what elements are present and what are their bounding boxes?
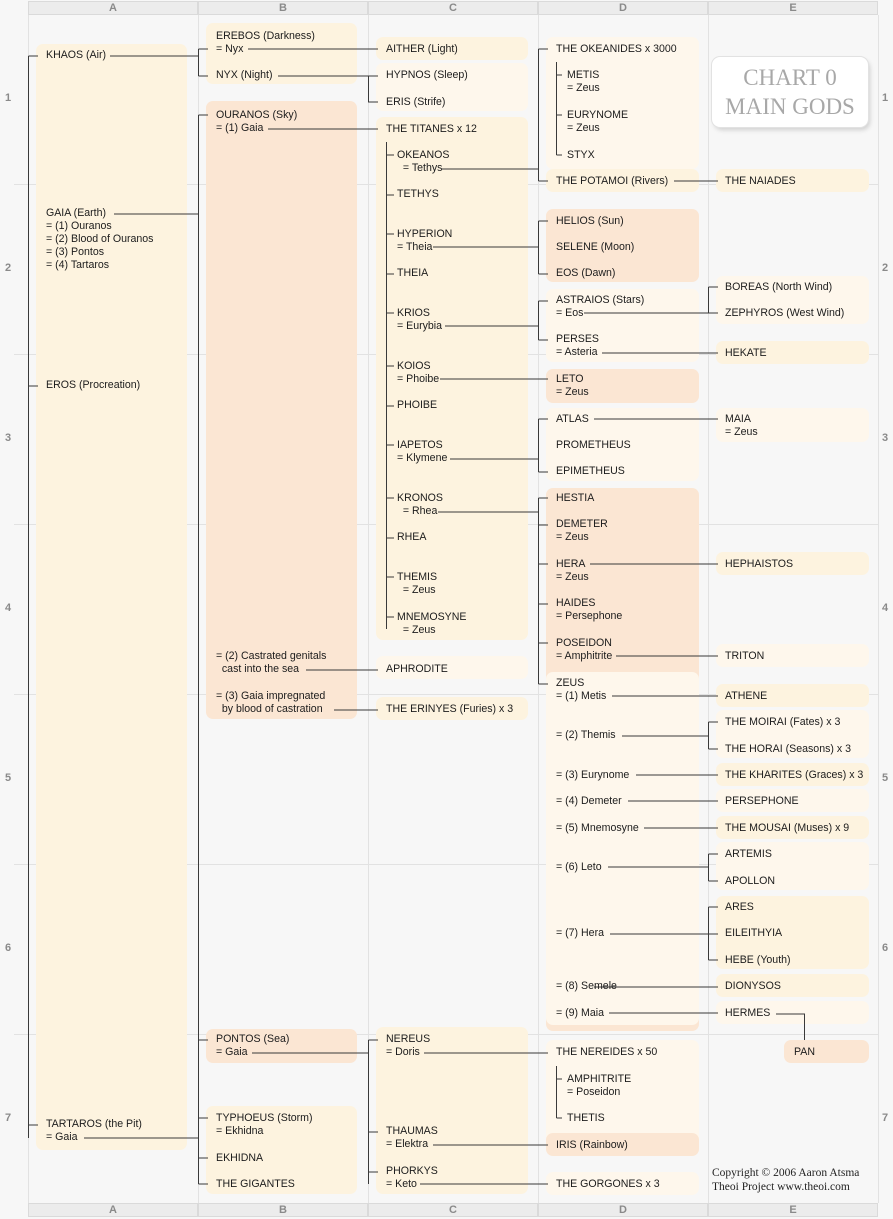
moirai-label: THE MOIRAI (Fates) x 3 xyxy=(725,716,841,728)
row-header-4-right: 4 xyxy=(881,602,889,614)
pan-label: PAN xyxy=(794,1046,815,1058)
metis-label: METIS = Zeus xyxy=(567,69,600,94)
gorgones-label: THE GORGONES x 3 xyxy=(556,1178,660,1190)
hyperion-label: HYPERION = Theia xyxy=(397,228,453,253)
column-header-d: D xyxy=(538,1,708,15)
artemis-label: ARTEMIS xyxy=(725,848,772,860)
zeus-marriage-7: = (7) Hera xyxy=(556,927,604,939)
hekate-label: HEKATE xyxy=(725,347,767,359)
okeanos-label: OKEANOS = Tethys xyxy=(397,149,450,174)
okeanides-label: THE OKEANIDES x 3000 xyxy=(556,43,677,55)
row-header-7-right: 7 xyxy=(881,1112,889,1124)
theia-label: THEIA xyxy=(397,267,429,279)
zeus-marriage-1: = (1) Metis xyxy=(556,690,607,702)
poseidon-label: POSEIDON = Amphitrite xyxy=(556,637,613,662)
maia-label: MAIA = Zeus xyxy=(725,413,758,438)
athene-label: ATHENE xyxy=(725,690,768,702)
zeus-marriage-8: = (8) Semele xyxy=(556,980,617,992)
eos-label: EOS (Dawn) xyxy=(556,267,616,279)
krios-label: KRIOS = Eurybia xyxy=(397,307,443,332)
nyx-label: NYX (Night) xyxy=(216,69,273,81)
khaos-label: KHAOS (Air) xyxy=(46,49,107,61)
chart-title-line1: CHART 0 xyxy=(743,65,837,90)
zephyros-label: ZEPHYROS (West Wind) xyxy=(725,307,845,319)
genitals-label: = (2) Castrated genitals cast into the sea xyxy=(216,650,327,675)
dionysos-label: DIONYSOS xyxy=(725,980,781,992)
column-footer-a: A xyxy=(28,1203,198,1217)
column-header-b: B xyxy=(198,1,368,15)
ouranos-label: OURANOS (Sky) = (1) Gaia xyxy=(216,109,298,134)
ekhidna-label: EKHIDNA xyxy=(216,1152,264,1164)
column-header-c: C xyxy=(368,1,538,15)
phoibe-label: PHOIBE xyxy=(397,399,438,411)
gigantes-label: THE GIGANTES xyxy=(216,1178,295,1190)
selene-label: SELENE (Moon) xyxy=(556,241,635,253)
row-header-3: 3 xyxy=(4,432,12,444)
pontos-label: PONTOS (Sea) = Gaia xyxy=(216,1033,290,1058)
gaia-label: GAIA (Earth) = (1) Ouranos = (2) Blood of Ouranos = (3) Pontos = (4) Tartaros xyxy=(46,207,154,271)
rhea-label: RHEA xyxy=(397,531,427,543)
titanes-label: THE TITANES x 12 xyxy=(386,123,477,135)
copyright-line2: Theoi Project www.theoi.com xyxy=(712,1181,850,1193)
row-header-5-right: 5 xyxy=(881,772,889,784)
row-header-7: 7 xyxy=(4,1112,12,1124)
boreas-label: BOREAS (North Wind) xyxy=(725,281,833,293)
row-header-2-right: 2 xyxy=(881,262,889,274)
eros-label: EROS (Procreation) xyxy=(46,379,141,391)
zeus-marriage-5: = (5) Mnemosyne xyxy=(556,822,639,834)
column-header-e: E xyxy=(708,1,878,15)
epimetheus-label: EPIMETHEUS xyxy=(556,465,625,477)
demeter-label: DEMETER = Zeus xyxy=(556,518,608,543)
row-header-2: 2 xyxy=(4,262,12,274)
column-footer-b: B xyxy=(198,1203,368,1217)
tartaros-label: TARTAROS (the Pit) = Gaia xyxy=(46,1118,142,1143)
row-header-5: 5 xyxy=(4,772,12,784)
apollon-label: APOLLON xyxy=(725,875,776,887)
helios-label: HELIOS (Sun) xyxy=(556,215,624,227)
triton-label: TRITON xyxy=(725,650,765,662)
nereides-label: THE NEREIDES x 50 xyxy=(556,1046,658,1058)
thetis-label: THETIS xyxy=(567,1112,605,1124)
row-header-6-right: 6 xyxy=(881,942,889,954)
leto-label: LETO = Zeus xyxy=(556,373,589,398)
naiades-label: THE NAIADES xyxy=(725,175,796,187)
persephone-label: PERSEPHONE xyxy=(725,795,799,807)
eileithyia-label: EILEITHYIA xyxy=(725,927,783,939)
mousai-label: THE MOUSAI (Muses) x 9 xyxy=(725,822,850,834)
kharites-label: THE KHARITES (Graces) x 3 xyxy=(725,769,864,781)
ares-label: ARES xyxy=(725,901,754,913)
erebos-label: EREBOS (Darkness) = Nyx xyxy=(216,30,315,55)
potamoi-label: THE POTAMOI (Rivers) xyxy=(556,175,669,187)
row-header-1-right: 1 xyxy=(881,92,889,104)
zeus-label: ZEUS xyxy=(556,677,585,689)
thaumas-label: THAUMAS = Elektra xyxy=(386,1125,438,1150)
haides-label: HAIDES = Persephone xyxy=(556,597,623,622)
erinyes-label: THE ERINYES (Furies) x 3 xyxy=(386,703,514,715)
hypnos-label: HYPNOS (Sleep) xyxy=(386,69,468,81)
column-footer-d: D xyxy=(538,1203,708,1217)
themis-label: THEMIS = Zeus xyxy=(397,571,438,596)
blood-label: = (3) Gaia impregnated by blood of castration xyxy=(216,690,326,715)
eurynome-label: EURYNOME = Zeus xyxy=(567,109,629,134)
zeus-marriage-9: = (9) Maia xyxy=(556,1007,604,1019)
column-footer-e: E xyxy=(708,1203,878,1217)
horai-label: THE HORAI (Seasons) x 3 xyxy=(725,743,851,755)
row-header-4: 4 xyxy=(4,602,12,614)
iapetos-label: IAPETOS = Klymene xyxy=(397,439,448,464)
chart-title-line2: MAIN GODS xyxy=(725,94,855,119)
kronos-label: KRONOS = Rhea xyxy=(397,492,443,517)
aither-label: AITHER (Light) xyxy=(386,43,458,55)
iris-label: IRIS (Rainbow) xyxy=(556,1139,628,1151)
column-footer-c: C xyxy=(368,1203,538,1217)
aphrodite-label: APHRODITE xyxy=(386,663,448,675)
copyright-line1: Copyright © 2006 Aaron Atsma xyxy=(712,1167,860,1179)
hebe-label: HEBE (Youth) xyxy=(725,954,791,966)
row-header-1: 1 xyxy=(4,92,12,104)
eris-label: ERIS (Strife) xyxy=(386,96,446,108)
row-header-3-right: 3 xyxy=(881,432,889,444)
row-header-6: 6 xyxy=(4,942,12,954)
hermes-label: HERMES xyxy=(725,1007,771,1019)
astraios-label: ASTRAIOS (Stars) = Eos xyxy=(556,294,645,319)
zeus-marriage-4: = (4) Demeter xyxy=(556,795,622,807)
tethys-label: TETHYS xyxy=(397,188,439,200)
hephaistos-label: HEPHAISTOS xyxy=(725,558,794,570)
zeus-marriage-2: = (2) Themis xyxy=(556,729,616,741)
prometheus-label: PROMETHEUS xyxy=(556,439,631,451)
perses-label: PERSES = Asteria xyxy=(556,333,599,358)
phorkys-label: PHORKYS = Keto xyxy=(386,1165,438,1190)
mnemosyne-label: MNEMOSYNE = Zeus xyxy=(397,611,467,636)
typhoeus-label: TYPHOEUS (Storm) = Ekhidna xyxy=(216,1112,313,1137)
hestia-label: HESTIA xyxy=(556,492,595,504)
column-header-a: A xyxy=(28,1,198,15)
zeus-marriage-6: = (6) Leto xyxy=(556,861,602,873)
koios-label: KOIOS = Phoibe xyxy=(397,360,440,385)
hera-label: HERA = Zeus xyxy=(556,558,589,583)
nereus-label: NEREUS = Doris xyxy=(386,1033,431,1058)
styx-label: STYX xyxy=(567,149,595,161)
amphitrite-label: AMPHITRITE = Poseidon xyxy=(567,1073,632,1098)
atlas-label: ATLAS xyxy=(556,413,589,425)
zeus-marriage-3: = (3) Eurynome xyxy=(556,769,630,781)
